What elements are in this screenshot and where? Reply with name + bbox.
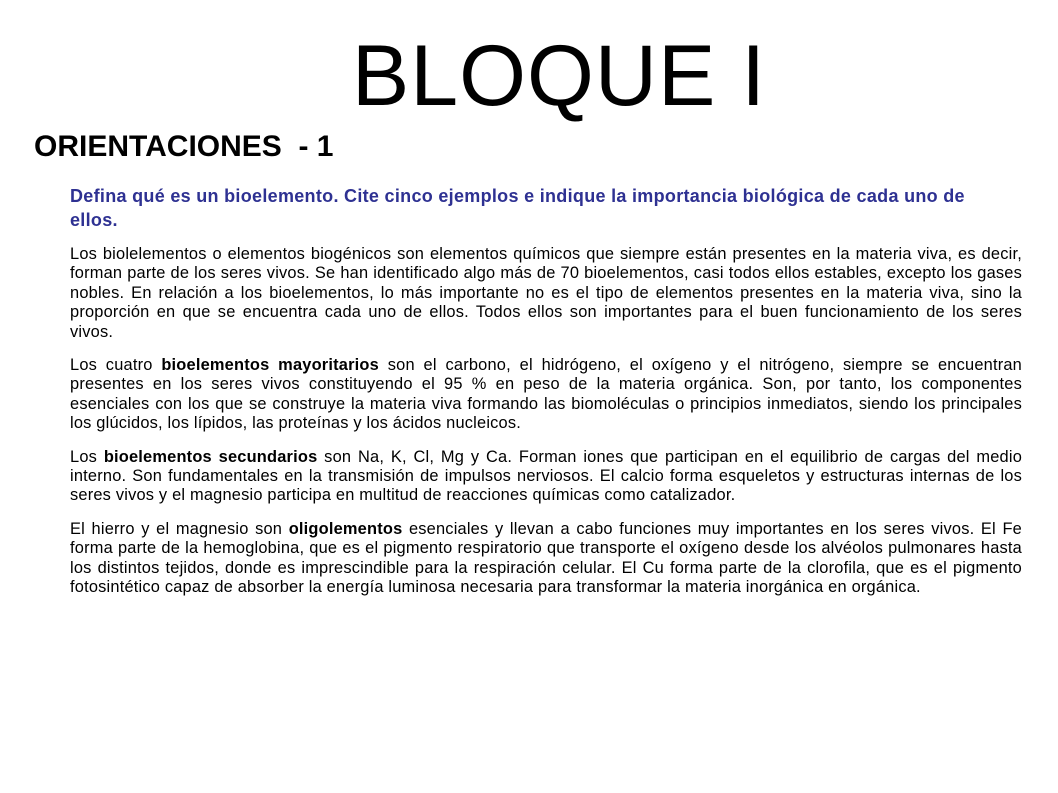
paragraph-text-after: esenciales y llevan a cabo funciones muy importantes en los seres vivos. El Fe forma parte de la hemoglobina, que es el pigmento respiratorio que transporte el oxígeno desde los alvéolos pulmonares hasta los distintos tejidos, donde es imprescindible para la respiración celular. El Cu forma parte de la clorofila, que es el pigmento fotosintético capaz de absorber la energía luminosa necesaria para transformar la materia inorgánica en orgánica. — [70, 519, 1022, 597]
paragraph-text: Los biolelementos o elementos biogénicos son elementos químicos que siempre están presentes en la materia viva, es decir, forman parte de los seres vivos. Se han identificado algo más de 70 bioelementos, casi todos ellos estables, excepto los gases nobles. En relación a los bioelementos, lo más importante no es el tipo de elementos presentes en la materia viva, sino la proporción en que se encuentra cada uno de ellos. Todos ellos son importantes para el buen funcionamiento de los seres vivos. — [70, 245, 1022, 341]
paragraph-text-after: son el carbono, el hidrógeno, el oxígeno y el nitrógeno, siempre se encuentran presentes en los seres vivos constituyendo el 95 % en peso de la materia orgánica. Son, por tanto, los componentes esenciales con los que se construye la materia viva formando las biomoléculas o principios inmediatos, siendo los principales los glúcidos, los lípidos, las proteínas y los ácidos nucleicos. — [70, 356, 1023, 433]
slide-subtitle: ORIENTACIONES - 1 — [34, 130, 334, 163]
paragraph-text-before: Los cuatro — [70, 356, 162, 375]
paragraph-major-bioelements — [70, 356, 1022, 434]
paragraph-definition — [70, 245, 1022, 342]
paragraph-keyword: bioelementos secundarios — [103, 447, 318, 466]
paragraph-text-before: Los — [70, 447, 104, 466]
paragraph-secondary-bioelements — [70, 448, 1022, 506]
paragraph-keyword: oligolementos — [288, 519, 403, 538]
question-text: Defina qué es un bioelemento. Cite cinco ejemplos e indique la importancia biológica de cada uno de ellos. — [70, 186, 965, 230]
paragraph-text-after: son Na, K, Cl, Mg y Ca. Forman iones que participan en el equilibrio de cargas del medio interno. Son fundamentales en la transmisión de impulsos nerviosos. El calcio forma esqueletos y estructuras internas de los seres vivos y el magnesio participa en multitud de reacciones químicas como catalizador. — [70, 447, 1023, 505]
paragraph-keyword: bioelementos mayoritarios — [161, 356, 379, 375]
paragraph-text-before: El hierro y el magnesio son — [70, 519, 289, 538]
paragraph-trace-elements — [70, 520, 1022, 598]
slide-title: BLOQUE I — [351, 28, 767, 124]
answer-body — [70, 245, 1022, 612]
